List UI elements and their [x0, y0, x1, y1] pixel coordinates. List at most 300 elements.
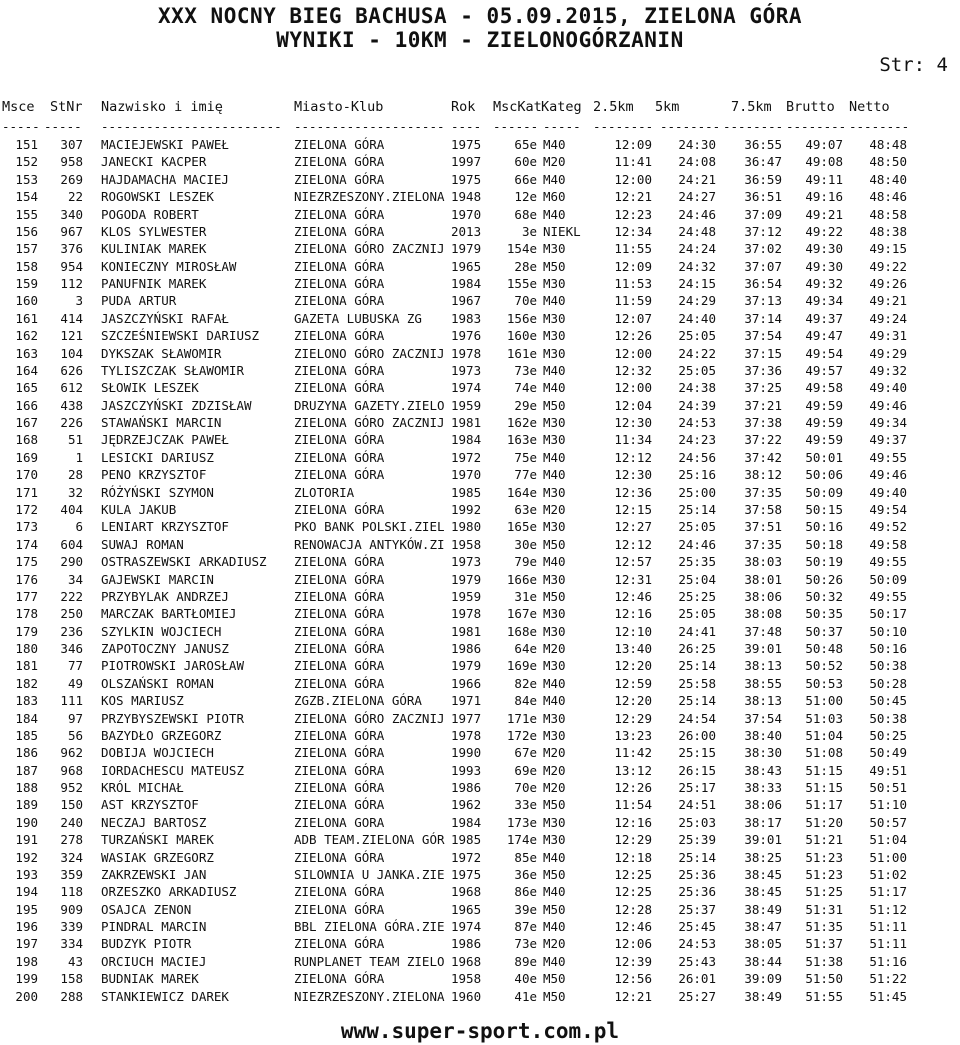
- cell-split-5km: 24:39: [678, 397, 716, 413]
- cell-start-number: 236: [60, 623, 83, 639]
- cell-gross-time: 50:15: [805, 501, 843, 517]
- cell-year: 1959: [451, 397, 482, 413]
- cell-split-5km: 24:40: [678, 310, 716, 326]
- cell-gross-time: 50:16: [805, 519, 843, 535]
- cell-split-5km: 24:22: [678, 345, 716, 361]
- cell-category-place: 41e: [514, 988, 537, 1004]
- cell-name: JASZCZYŃSKI ZDZISŁAW: [101, 397, 252, 413]
- cell-net-time: 51:00: [869, 849, 907, 865]
- cell-split-5km: 25:05: [678, 519, 716, 535]
- cell-year: 1971: [451, 693, 482, 709]
- cell-name: JANECKI KACPER: [101, 154, 207, 170]
- cell-split-2-5km: 12:29: [614, 832, 652, 848]
- cell-split-5km: 25:03: [678, 814, 716, 830]
- cell-category: M40: [543, 693, 566, 709]
- cell-category-place: 3e: [521, 223, 537, 239]
- cell-net-time: 50:57: [869, 814, 907, 830]
- header-dash: ------: [493, 119, 539, 134]
- table-row: [0, 485, 960, 502]
- cell-start-number: 359: [60, 866, 83, 882]
- cell-split-5km: 25:05: [678, 328, 716, 344]
- cell-split-7-5km: 38:45: [744, 884, 782, 900]
- cell-name: ORZESZKO ARKADIUSZ: [101, 884, 237, 900]
- cell-split-5km: 25:16: [678, 467, 716, 483]
- cell-split-7-5km: 38:06: [744, 588, 782, 604]
- cell-start-number: 626: [60, 362, 83, 378]
- cell-category: M20: [543, 154, 566, 170]
- cell-split-5km: 24:56: [678, 449, 716, 465]
- table-row: [0, 311, 960, 328]
- cell-split-5km: 25:58: [678, 675, 716, 691]
- cell-place: 163: [15, 345, 38, 361]
- cell-name: PRZYBYSZEWSKI PIOTR: [101, 710, 244, 726]
- cell-net-time: 49:46: [869, 467, 907, 483]
- table-row: [0, 450, 960, 467]
- cell-start-number: 97: [67, 710, 83, 726]
- cell-year: 1986: [451, 641, 482, 657]
- cell-start-number: 121: [60, 328, 83, 344]
- cell-category-place: 172e: [506, 727, 537, 743]
- cell-net-time: 50:51: [869, 780, 907, 796]
- column-header-split-5km: 5km: [655, 99, 680, 115]
- cell-category: M40: [543, 467, 566, 483]
- cell-category: M50: [543, 971, 566, 987]
- cell-split-7-5km: 37:54: [744, 710, 782, 726]
- cell-name: OSTRASZEWSKI ARKADIUSZ: [101, 554, 267, 570]
- header-dash: --------: [593, 119, 654, 134]
- cell-place: 180: [15, 641, 38, 657]
- cell-start-number: 28: [67, 467, 83, 483]
- cell-gross-time: 49:58: [805, 380, 843, 396]
- cell-start-number: 269: [60, 171, 83, 187]
- cell-net-time: 51:11: [869, 919, 907, 935]
- cell-split-5km: 25:35: [678, 554, 716, 570]
- cell-year: 1980: [451, 519, 482, 535]
- cell-split-5km: 24:48: [678, 223, 716, 239]
- cell-category: M50: [543, 588, 566, 604]
- cell-gross-time: 49:34: [805, 293, 843, 309]
- cell-net-time: 48:40: [869, 171, 907, 187]
- cell-place: 155: [15, 206, 38, 222]
- cell-year: 1968: [451, 884, 482, 900]
- cell-category: M50: [543, 901, 566, 917]
- cell-club: ZIELONA GÓRA: [294, 380, 385, 396]
- page-number: Str: 4: [879, 54, 948, 76]
- cell-split-5km: 26:01: [678, 971, 716, 987]
- cell-gross-time: 49:37: [805, 310, 843, 326]
- cell-category-place: 166e: [506, 571, 537, 587]
- cell-split-7-5km: 37:51: [744, 519, 782, 535]
- cell-split-7-5km: 39:01: [744, 641, 782, 657]
- cell-start-number: 404: [60, 501, 83, 517]
- table-row: [0, 380, 960, 397]
- cell-split-7-5km: 38:33: [744, 780, 782, 796]
- cell-start-number: 340: [60, 206, 83, 222]
- cell-club: ZIELONO GÓRO ZACZNIJ: [294, 345, 445, 361]
- cell-place: 158: [15, 258, 38, 274]
- cell-split-7-5km: 37:54: [744, 328, 782, 344]
- cell-name: ORCIUCH MACIEJ: [101, 953, 207, 969]
- cell-club: ZIELONA GÓRA: [294, 432, 385, 448]
- cell-category: M40: [543, 849, 566, 865]
- cell-club: NIEZRZESZONY.ZIELONA: [294, 988, 445, 1004]
- cell-split-2-5km: 12:26: [614, 328, 652, 344]
- cell-name: ZAKRZEWSKI JAN: [101, 866, 207, 882]
- cell-split-2-5km: 13:40: [614, 641, 652, 657]
- cell-split-7-5km: 38:30: [744, 745, 782, 761]
- cell-start-number: 43: [67, 953, 83, 969]
- cell-net-time: 51:11: [869, 936, 907, 952]
- cell-split-2-5km: 11:41: [614, 154, 652, 170]
- cell-name: KRÓL MICHAŁ: [101, 780, 184, 796]
- cell-year: 1983: [451, 310, 482, 326]
- cell-category-place: 29e: [514, 397, 537, 413]
- cell-year: 2013: [451, 223, 482, 239]
- cell-split-5km: 25:14: [678, 658, 716, 674]
- cell-category-place: 165e: [506, 519, 537, 535]
- cell-net-time: 49:31: [869, 328, 907, 344]
- cell-net-time: 50:38: [869, 658, 907, 674]
- cell-year: 1985: [451, 484, 482, 500]
- cell-split-2-5km: 12:30: [614, 415, 652, 431]
- cell-split-7-5km: 36:59: [744, 171, 782, 187]
- cell-name: PINDRAL MARCIN: [101, 919, 207, 935]
- cell-club: ZIELONA GÓRA: [294, 745, 385, 761]
- cell-start-number: 112: [60, 276, 83, 292]
- cell-year: 1973: [451, 554, 482, 570]
- cell-split-7-5km: 36:55: [744, 137, 782, 152]
- cell-club: PKO BANK POLSKI.ZIEL: [294, 519, 445, 535]
- cell-split-2-5km: 12:07: [614, 310, 652, 326]
- cell-category-place: 84e: [514, 693, 537, 709]
- cell-split-5km: 24:15: [678, 276, 716, 292]
- cell-gross-time: 49:21: [805, 206, 843, 222]
- cell-year: 1979: [451, 241, 482, 257]
- cell-club: ZIELONA GÓRA: [294, 658, 385, 674]
- cell-net-time: 49:40: [869, 484, 907, 500]
- cell-split-2-5km: 12:09: [614, 258, 652, 274]
- cell-name: SZYLKIN WOJCIECH: [101, 623, 222, 639]
- cell-category: M40: [543, 171, 566, 187]
- cell-place: 187: [15, 762, 38, 778]
- cell-place: 181: [15, 658, 38, 674]
- cell-start-number: 56: [67, 727, 83, 743]
- cell-category-place: 31e: [514, 588, 537, 604]
- cell-year: 1967: [451, 293, 482, 309]
- cell-net-time: 51:45: [869, 988, 907, 1004]
- cell-category: M30: [543, 415, 566, 431]
- cell-split-5km: 25:37: [678, 901, 716, 917]
- cell-category-place: 82e: [514, 675, 537, 691]
- cell-name: STAWAŃSKI MARCIN: [101, 415, 222, 431]
- cell-start-number: 909: [60, 901, 83, 917]
- cell-club: ZIELONA GÓRA: [294, 501, 385, 517]
- cell-club: ZIELONA GÓRA: [294, 276, 385, 292]
- cell-split-5km: 24:41: [678, 623, 716, 639]
- cell-net-time: 49:55: [869, 449, 907, 465]
- cell-club: ZIELONA GÓRA: [294, 971, 385, 987]
- cell-split-5km: 25:36: [678, 866, 716, 882]
- cell-category-place: 69e: [514, 762, 537, 778]
- table-row: [0, 554, 960, 571]
- cell-gross-time: 51:38: [805, 953, 843, 969]
- cell-category: M30: [543, 571, 566, 587]
- cell-net-time: 49:58: [869, 536, 907, 552]
- cell-split-5km: 24:27: [678, 189, 716, 205]
- cell-split-5km: 25:36: [678, 884, 716, 900]
- cell-place: 166: [15, 397, 38, 413]
- cell-name: SZCZEŚNIEWSKI DARIUSZ: [101, 328, 260, 344]
- table-row: [0, 989, 960, 1006]
- cell-category: M40: [543, 953, 566, 969]
- cell-club: ZIELONA GÓRA: [294, 571, 385, 587]
- cell-split-2-5km: 12:39: [614, 953, 652, 969]
- cell-year: 1984: [451, 814, 482, 830]
- cell-year: 1984: [451, 276, 482, 292]
- cell-club: DRUZYNA GAZETY.ZIELO: [294, 397, 445, 413]
- cell-net-time: 48:50: [869, 154, 907, 170]
- cell-club: ZIELONA GÓRA: [294, 554, 385, 570]
- cell-category: M50: [543, 988, 566, 1004]
- cell-place: 156: [15, 223, 38, 239]
- cell-gross-time: 49:59: [805, 432, 843, 448]
- cell-club: ZIELONA GÓRA: [294, 675, 385, 691]
- cell-start-number: 226: [60, 415, 83, 431]
- cell-category: M20: [543, 762, 566, 778]
- cell-split-2-5km: 12:00: [614, 345, 652, 361]
- cell-year: 1972: [451, 849, 482, 865]
- column-header-place: Msce: [2, 99, 35, 115]
- cell-start-number: 3: [75, 293, 83, 309]
- cell-start-number: 250: [60, 606, 83, 622]
- cell-place: 161: [15, 310, 38, 326]
- cell-split-5km: 25:45: [678, 919, 716, 935]
- cell-club: ZIELONA GÓRA: [294, 258, 385, 274]
- cell-split-5km: 25:43: [678, 953, 716, 969]
- cell-split-5km: 25:04: [678, 571, 716, 587]
- cell-split-5km: 25:17: [678, 780, 716, 796]
- table-row: [0, 189, 960, 206]
- footer-website: www.super-sport.com.pl: [340, 1019, 620, 1043]
- cell-category-place: 67e: [514, 745, 537, 761]
- cell-gross-time: 51:00: [805, 693, 843, 709]
- cell-split-7-5km: 38:47: [744, 919, 782, 935]
- table-row: [0, 137, 960, 154]
- cell-gross-time: 51:15: [805, 780, 843, 796]
- column-header-start-number: StNr: [50, 99, 83, 115]
- cell-split-2-5km: 12:29: [614, 710, 652, 726]
- cell-start-number: 240: [60, 814, 83, 830]
- cell-split-5km: 24:51: [678, 797, 716, 813]
- cell-gross-time: 49:16: [805, 189, 843, 205]
- table-row: [0, 276, 960, 293]
- cell-name: WASIAK GRZEGORZ: [101, 849, 214, 865]
- cell-split-5km: 26:25: [678, 641, 716, 657]
- cell-category-place: 33e: [514, 797, 537, 813]
- cell-split-7-5km: 37:14: [744, 310, 782, 326]
- cell-year: 1977: [451, 710, 482, 726]
- cell-split-5km: 25:05: [678, 362, 716, 378]
- cell-name: POGODA ROBERT: [101, 206, 199, 222]
- cell-net-time: 49:15: [869, 241, 907, 257]
- cell-net-time: 49:37: [869, 432, 907, 448]
- cell-split-7-5km: 37:15: [744, 345, 782, 361]
- cell-category-place: 40e: [514, 971, 537, 987]
- cell-net-time: 50:49: [869, 745, 907, 761]
- cell-name: JĘDRZEJCZAK PAWEŁ: [101, 432, 229, 448]
- cell-split-5km: 24:23: [678, 432, 716, 448]
- cell-place: 189: [15, 797, 38, 813]
- cell-split-2-5km: 12:18: [614, 849, 652, 865]
- cell-club: ZIELONA GÓRA: [294, 641, 385, 657]
- results-subtitle: WYNIKI - 10KM - ZIELONOGÓRZANIN: [276, 28, 684, 52]
- cell-place: 195: [15, 901, 38, 917]
- cell-category-place: 161e: [506, 345, 537, 361]
- cell-club: ZIELONA GÓRO ZACZNIJ: [294, 241, 445, 257]
- cell-year: 1959: [451, 588, 482, 604]
- cell-split-7-5km: 38:13: [744, 658, 782, 674]
- cell-split-7-5km: 37:42: [744, 449, 782, 465]
- cell-split-7-5km: 37:22: [744, 432, 782, 448]
- table-row: [0, 606, 960, 623]
- cell-split-7-5km: 38:13: [744, 693, 782, 709]
- cell-split-2-5km: 12:36: [614, 484, 652, 500]
- cell-category-place: 168e: [506, 623, 537, 639]
- cell-split-5km: 24:30: [678, 137, 716, 152]
- cell-split-2-5km: 12:00: [614, 380, 652, 396]
- cell-start-number: 414: [60, 310, 83, 326]
- cell-category: M40: [543, 449, 566, 465]
- cell-start-number: 307: [60, 137, 83, 152]
- column-header-category: Kateg: [541, 99, 582, 115]
- table-row: [0, 832, 960, 849]
- cell-net-time: 51:12: [869, 901, 907, 917]
- column-header-row: [0, 99, 960, 116]
- cell-gross-time: 49:59: [805, 415, 843, 431]
- cell-net-time: 49:26: [869, 276, 907, 292]
- cell-club: ADB TEAM.ZIELONA GÓR: [294, 832, 445, 848]
- header-dash: -----: [543, 119, 581, 134]
- cell-year: 1992: [451, 501, 482, 517]
- cell-name: JASZCZYŃSKI RAFAŁ: [101, 310, 229, 326]
- cell-net-time: 50:25: [869, 727, 907, 743]
- cell-year: 1986: [451, 936, 482, 952]
- cell-category: M30: [543, 432, 566, 448]
- cell-net-time: 49:46: [869, 397, 907, 413]
- cell-place: 185: [15, 727, 38, 743]
- table-row: [0, 519, 960, 536]
- cell-split-2-5km: 12:25: [614, 884, 652, 900]
- table-row: [0, 363, 960, 380]
- cell-split-7-5km: 38:55: [744, 675, 782, 691]
- cell-split-5km: 25:39: [678, 832, 716, 848]
- cell-category: M20: [543, 745, 566, 761]
- cell-split-5km: 26:00: [678, 727, 716, 743]
- cell-name: LENIART KRZYSZTOF: [101, 519, 229, 535]
- cell-net-time: 49:40: [869, 380, 907, 396]
- cell-place: 174: [15, 536, 38, 552]
- cell-place: 186: [15, 745, 38, 761]
- table-row: [0, 224, 960, 241]
- cell-category-place: 63e: [514, 501, 537, 517]
- cell-split-2-5km: 12:31: [614, 571, 652, 587]
- cell-net-time: 50:09: [869, 571, 907, 587]
- cell-year: 1965: [451, 901, 482, 917]
- cell-split-2-5km: 12:12: [614, 536, 652, 552]
- cell-split-7-5km: 36:51: [744, 189, 782, 205]
- table-row: [0, 780, 960, 797]
- cell-place: 200: [15, 988, 38, 1004]
- cell-start-number: 77: [67, 658, 83, 674]
- cell-split-2-5km: 12:46: [614, 919, 652, 935]
- cell-category: M50: [543, 258, 566, 274]
- cell-club: ZIELONA GÓRA: [294, 762, 385, 778]
- cell-category: M40: [543, 919, 566, 935]
- cell-category: M30: [543, 310, 566, 326]
- cell-club: ZIELONA GÓRA: [294, 449, 385, 465]
- cell-split-2-5km: 13:23: [614, 727, 652, 743]
- cell-start-number: 438: [60, 397, 83, 413]
- cell-split-5km: 25:14: [678, 693, 716, 709]
- cell-split-2-5km: 12:16: [614, 606, 652, 622]
- cell-start-number: 6: [75, 519, 83, 535]
- cell-club: ZIELONA GÓRA: [294, 362, 385, 378]
- cell-net-time: 49:52: [869, 519, 907, 535]
- table-row: [0, 589, 960, 606]
- cell-category-place: 160e: [506, 328, 537, 344]
- table-row: [0, 172, 960, 189]
- cell-split-2-5km: 12:09: [614, 137, 652, 152]
- cell-name: PUDA ARTUR: [101, 293, 177, 309]
- cell-gross-time: 50:01: [805, 449, 843, 465]
- table-row: [0, 624, 960, 641]
- cell-club: ZIELONA GORA: [294, 814, 385, 830]
- cell-category: M40: [543, 137, 566, 152]
- cell-category-place: 65e: [514, 137, 537, 152]
- table-row: [0, 936, 960, 953]
- cell-place: 151: [15, 137, 38, 152]
- cell-category: M40: [543, 675, 566, 691]
- cell-year: 1985: [451, 832, 482, 848]
- cell-net-time: 51:16: [869, 953, 907, 969]
- cell-place: 183: [15, 693, 38, 709]
- cell-split-2-5km: 12:34: [614, 223, 652, 239]
- cell-net-time: 51:10: [869, 797, 907, 813]
- cell-gross-time: 51:03: [805, 710, 843, 726]
- cell-club: ZIELONA GÓRA: [294, 588, 385, 604]
- cell-gross-time: 51:25: [805, 884, 843, 900]
- cell-year: 1986: [451, 780, 482, 796]
- cell-club: BBL ZIELONA GÓRA.ZIE: [294, 919, 445, 935]
- cell-category: M40: [543, 380, 566, 396]
- cell-gross-time: 49:59: [805, 397, 843, 413]
- cell-place: 169: [15, 449, 38, 465]
- cell-net-time: 49:21: [869, 293, 907, 309]
- cell-place: 164: [15, 362, 38, 378]
- table-row: [0, 502, 960, 519]
- header-dash: --------: [660, 119, 721, 134]
- cell-gross-time: 49:22: [805, 223, 843, 239]
- cell-start-number: 104: [60, 345, 83, 361]
- cell-split-7-5km: 36:47: [744, 154, 782, 170]
- cell-gross-time: 49:30: [805, 241, 843, 257]
- cell-category-place: 28e: [514, 258, 537, 274]
- cell-category: M30: [543, 241, 566, 257]
- table-row: [0, 850, 960, 867]
- cell-place: 194: [15, 884, 38, 900]
- cell-place: 175: [15, 554, 38, 570]
- cell-split-7-5km: 38:06: [744, 797, 782, 813]
